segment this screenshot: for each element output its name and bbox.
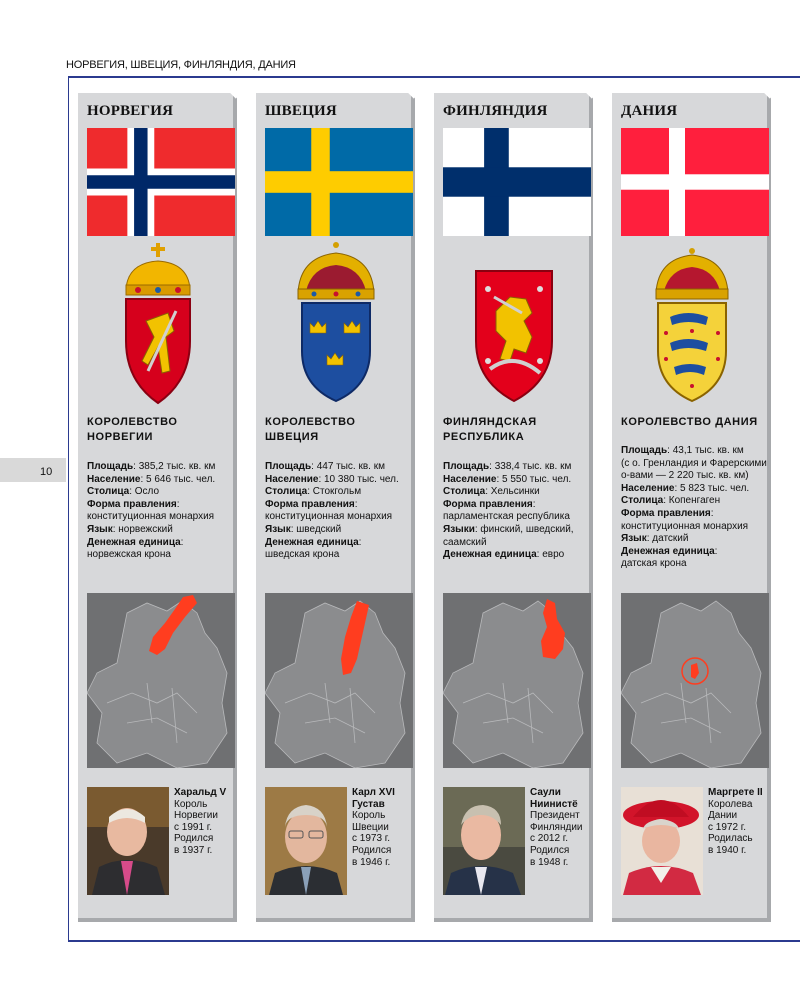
capital-label: Столица (443, 486, 486, 498)
sweden-flag-icon (265, 128, 413, 236)
area-label: Площадь (265, 461, 312, 472)
leader-photo (621, 787, 703, 895)
page-number: 10 (40, 466, 53, 478)
currency-label: Денежная единица (621, 545, 715, 557)
leader-born: в 1937 г. (174, 844, 213, 856)
norway-flag-icon (87, 128, 235, 236)
country-facts: Площадь: 43,1 тыс. кв. км (с о. Гренландия и Фарерскими о-вами — 2 220 тыс. кв. км) Население: 5 823 тыс. чел. Столица: Копенгаген Форма правления: конституционная монархия Язык: датский Денежная единица: датская крона (621, 445, 767, 570)
country-column-sweden (256, 93, 415, 922)
leader-info (530, 787, 590, 868)
area-note: (с о. Гренландия и Фарерскими о-вами — 2 220 тыс. кв. км) (621, 457, 767, 482)
country-title: НОРВЕГИЯ (87, 103, 174, 119)
leader-photo (265, 787, 347, 895)
area-value: 338,4 тыс. кв. км (494, 461, 572, 472)
language-label: Язык (621, 533, 647, 545)
leader-info (174, 787, 234, 857)
leader-since: с 1972 г. (708, 821, 747, 833)
leader-born-label: Родился (174, 833, 214, 845)
capital-label: Столица (621, 495, 664, 507)
leader-photo (443, 787, 525, 895)
leader-born-label: Родилась (708, 833, 753, 845)
sweden-coat-of-arms-icon (292, 241, 380, 411)
page-header-title: НОРВЕГИЯ, ШВЕЦИЯ, ФИНЛЯНДИЯ, ДАНИЯ (66, 59, 296, 71)
finland-coat-of-arms-icon (470, 241, 558, 411)
leader-born-label: Родился (352, 844, 392, 856)
leader-info (352, 787, 412, 868)
leader-name: Маргрете II (708, 787, 763, 798)
government-label: Форма правления (621, 507, 711, 519)
official-name-line-2: РЕСПУБЛИКА (443, 431, 525, 443)
leader-country: Финляндии (530, 821, 583, 833)
leader-role: Король (174, 798, 208, 810)
capital-label: Столица (87, 486, 130, 498)
currency-value: норвежская крона (87, 549, 171, 561)
population-value: 10 380 тыс. чел. (324, 473, 399, 485)
europe-map-finland (443, 593, 591, 768)
language-value: норвежский (118, 523, 173, 535)
country-title: ШВЕЦИЯ (265, 103, 337, 119)
country-column-finland (434, 93, 593, 922)
population-value: 5 646 тыс. чел. (146, 473, 216, 485)
currency-label: Денежная единица (265, 536, 359, 548)
europe-map-denmark (621, 593, 769, 768)
leader-since: с 1991 г. (174, 821, 213, 833)
leader-name-line-1: Саули (530, 787, 561, 798)
leader-name-line-2: Ниинистё (530, 798, 578, 810)
leader-born: в 1946 г. (352, 856, 391, 868)
leader-born: в 1940 г. (708, 844, 747, 856)
government-value: конституционная монархия (265, 511, 393, 523)
official-name (443, 415, 588, 445)
official-name-line-1: КОРОЛЕВСТВО (87, 416, 178, 428)
country-facts: Площадь: 385,2 тыс. кв. км Население: 5 646 тыс. чел. Столица: Осло Форма правления: конституционная монархия Язык: норвежский Денежная единица: норвежская крона (87, 461, 216, 561)
leader-name: Харальд V (174, 787, 227, 798)
language-value: шведский (296, 523, 342, 535)
currency-value: евро (542, 549, 565, 561)
leader-name-line-1: Карл XVI (352, 787, 395, 798)
leader-born: в 1948 г. (530, 856, 569, 868)
population-value: 5 823 тыс. чел. (680, 482, 750, 494)
leader-country: Норвегии (174, 810, 218, 822)
government-value: парламентская республика (443, 511, 570, 523)
government-label: Форма правления (443, 498, 533, 510)
population-label: Население (265, 473, 319, 485)
language-label: Язык (87, 523, 113, 535)
europe-map-sweden (265, 593, 413, 768)
population-label: Население (443, 473, 497, 485)
capital-value: Хельсинки (490, 486, 540, 498)
languages-label: Языки (443, 523, 475, 535)
country-title: ФИНЛЯНДИЯ (443, 103, 548, 119)
capital-value: Копенгаген (668, 495, 721, 507)
currency-value: датская крона (621, 558, 687, 570)
official-name (265, 415, 410, 445)
leader-name-line-2: Густав (352, 798, 385, 810)
europe-map-norway (87, 593, 235, 768)
language-value: датский (652, 533, 689, 545)
leader-born-label: Родился (530, 844, 570, 856)
denmark-coat-of-arms-icon (648, 241, 736, 411)
country-facts: Площадь: 447 тыс. кв. км Население: 10 380 тыс. чел. Столица: Стокгольм Форма правления: конституционная монархия Язык: шведский Денежная единица: шведская крона (265, 461, 399, 561)
page-number-tab (0, 458, 66, 482)
leader-role: Президент (530, 810, 580, 822)
leader-role: Королева (708, 798, 753, 810)
official-name-line-2: НОРВЕГИИ (87, 431, 153, 443)
leader-since: с 1973 г. (352, 833, 391, 845)
capital-value: Стокгольм (312, 486, 362, 498)
population-label: Население (87, 473, 141, 485)
area-value: 447 тыс. кв. км (316, 461, 385, 472)
official-name (87, 415, 232, 445)
currency-value: шведская крона (265, 549, 340, 561)
government-value: конституционная монархия (87, 511, 215, 523)
norway-coat-of-arms-icon (118, 241, 198, 411)
official-name-line-2: ШВЕЦИЯ (265, 431, 319, 443)
official-name-line-1: ФИНЛЯНДСКАЯ (443, 416, 537, 428)
official-name-line-1: КОРОЛЕВСТВО (265, 416, 356, 428)
leader-country: Дании (708, 810, 738, 822)
denmark-flag-icon (621, 128, 769, 236)
leader-photo (87, 787, 169, 895)
government-label: Форма правления (265, 498, 355, 510)
country-facts: Площадь: 338,4 тыс. кв. км Население: 5 550 тыс. чел. Столица: Хельсинки Форма правления: парламентская республика Языки: финский, шведский, саамский Денежная единица: евро (443, 461, 574, 561)
area-label: Площадь (621, 445, 668, 456)
languages-value: финский, шведский, саамский (443, 523, 574, 548)
area-value: 43,1 тыс. кв. км (672, 445, 744, 456)
population-value: 5 550 тыс. чел. (502, 473, 572, 485)
area-label: Площадь (87, 461, 134, 472)
finland-flag-icon (443, 128, 591, 236)
official-name (621, 415, 766, 430)
currency-label: Денежная единица (87, 536, 181, 548)
area-label: Площадь (443, 461, 490, 472)
official-name-line-1: КОРОЛЕВСТВО ДАНИЯ (621, 416, 758, 428)
leader-country: Швеции (352, 821, 389, 833)
area-value: 385,2 тыс. кв. км (138, 461, 216, 472)
leader-info (708, 787, 768, 857)
language-label: Язык (265, 523, 291, 535)
capital-value: Осло (134, 486, 160, 498)
government-label: Форма правления (87, 498, 177, 510)
population-label: Население (621, 482, 675, 494)
capital-label: Столица (265, 486, 308, 498)
country-column-denmark (612, 93, 771, 922)
government-value: конституционная монархия (621, 520, 749, 532)
currency-label: Денежная единица (443, 549, 537, 561)
leader-role: Король (352, 810, 386, 822)
country-title: ДАНИЯ (621, 103, 678, 119)
country-column-norway (78, 93, 237, 922)
leader-since: с 2012 г. (530, 833, 569, 845)
